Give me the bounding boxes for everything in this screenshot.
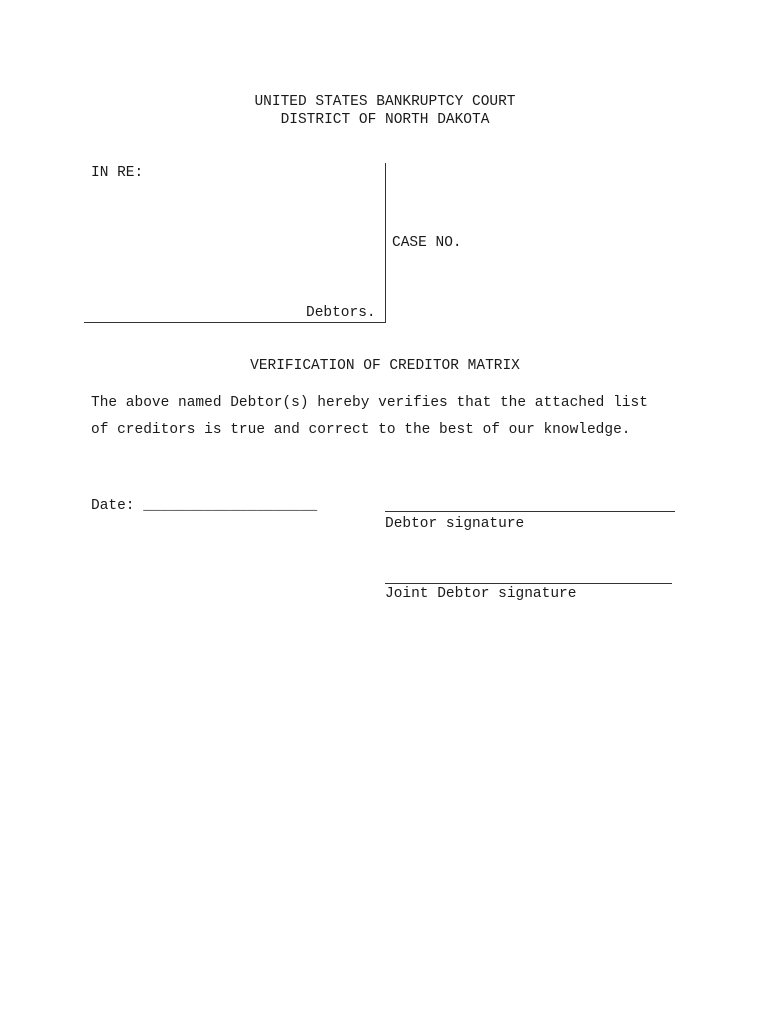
debtor-signature-label: Debtor signature	[385, 516, 525, 532]
case-number-label: CASE NO.	[392, 235, 462, 251]
joint-debtor-signature-line[interactable]	[385, 583, 672, 584]
document-title: VERIFICATION OF CREDITOR MATRIX	[250, 358, 520, 374]
statement-line-2: of creditors is true and correct to the best of our knowledge.	[91, 422, 631, 438]
date-label: Date:	[91, 498, 135, 514]
caption-bottom-rule	[84, 322, 386, 323]
debtor-signature-line[interactable]	[385, 511, 675, 512]
verification-statement	[91, 390, 691, 444]
debtors-label: Debtors.	[306, 305, 376, 321]
statement-line-1: The above named Debtor(s) hereby verifies that the attached list	[91, 395, 648, 411]
in-re-label: IN RE:	[91, 165, 144, 181]
district-name: DISTRICT OF NORTH DAKOTA	[280, 112, 490, 128]
joint-debtor-signature-label: Joint Debtor signature	[385, 586, 577, 602]
date-field[interactable]	[91, 497, 317, 515]
caption-vertical-divider	[385, 163, 386, 322]
date-blank-line[interactable]: ____________________	[143, 498, 318, 514]
court-name: UNITED STATES BANKRUPTCY COURT	[254, 94, 516, 110]
